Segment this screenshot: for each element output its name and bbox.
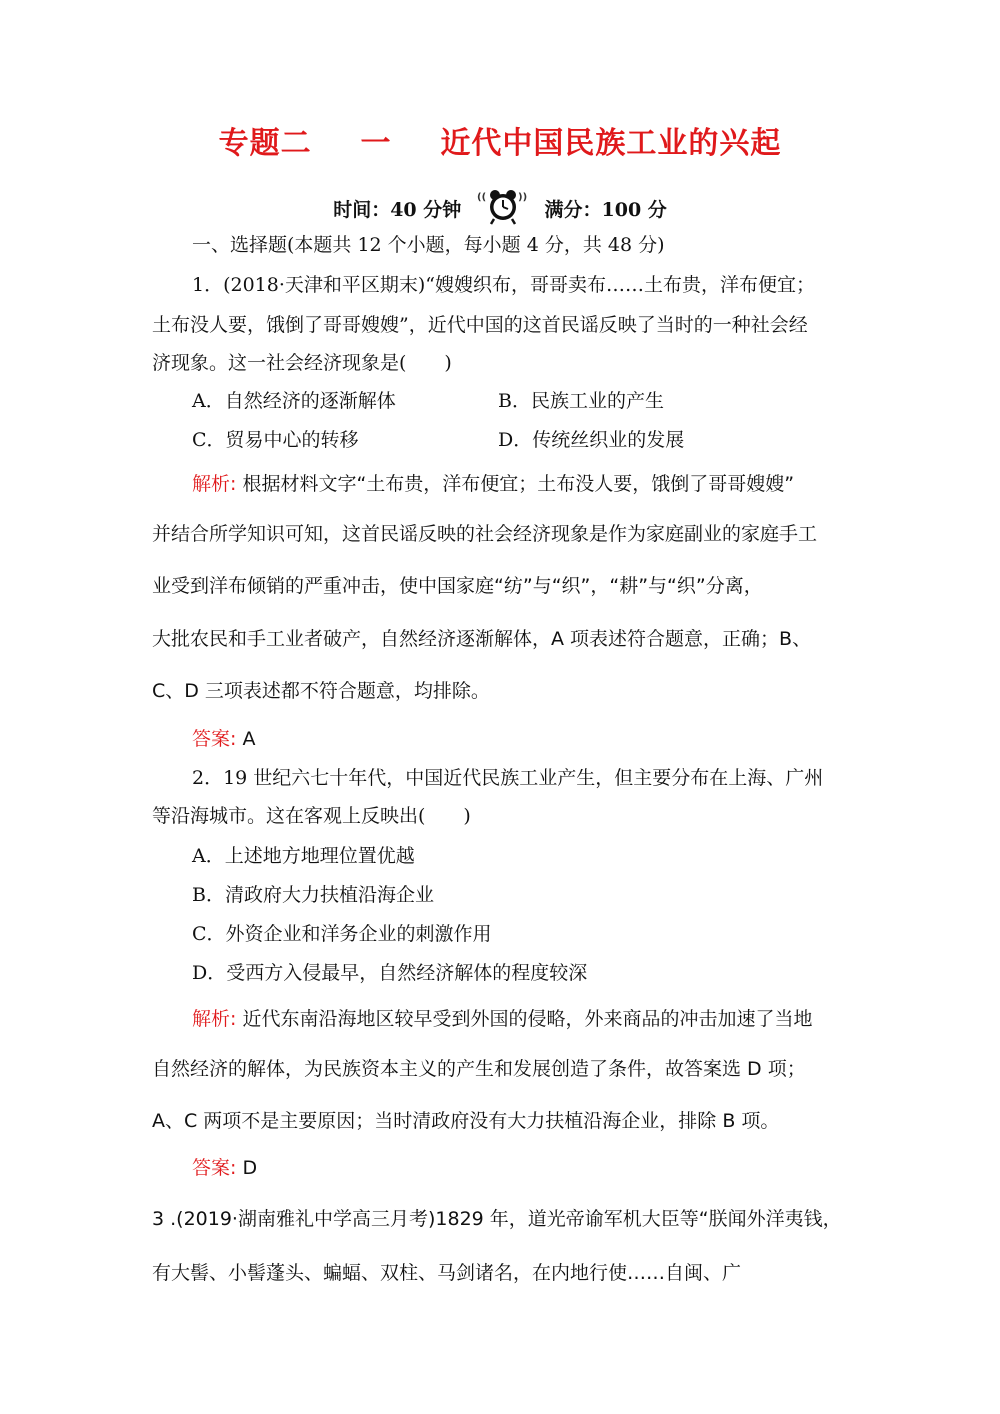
title-topic: 专题二 (218, 126, 312, 161)
answer-value: A (242, 728, 256, 750)
q2-stem-line1: 2．19 世纪六七十年代，中国近代民族工业产生，但主要分布在上海、广州 (192, 767, 824, 789)
section-heading: 一、选择题(本题共 12 个小题，每小题 4 分，共 48 分) (192, 234, 665, 256)
q1-analysis-line3: 业受到洋布倾销的严重冲击，使中国家庭“纺”与“织”，“耕”与“织”分离， (152, 575, 763, 597)
q1-stem-line3: 济现象。这一社会经济现象是( ) (152, 352, 452, 374)
q2-answer (192, 1157, 892, 1180)
time-limit: 时间：40 分钟 (333, 199, 462, 221)
q2-analysis-line3: A、C 两项不是主要原因；当时清政府没有大力扶植沿海企业，排除 B 项。 (152, 1110, 780, 1132)
analysis-text: 根据材料文字“土布贵，洋布便宜；土布没人要，饿倒了哥哥嫂嫂” (242, 473, 795, 495)
title-text: 近代中国民族工业的兴起 (440, 126, 782, 161)
q2-option-d: D．受西方入侵最早，自然经济解体的程度较深 (192, 962, 588, 984)
svg-text:((: (( (476, 192, 487, 203)
answer-label: 答案: (192, 1157, 237, 1179)
q1-analysis-line2: 并结合所学知识可知，这首民谣反映的社会经济现象是作为家庭副业的家庭手工 (152, 523, 818, 545)
q1-answer (192, 728, 892, 751)
q1-analysis-line4: 大批农民和手工业者破产，自然经济逐渐解体，A 项表述符合题意，正确；B、 (152, 628, 812, 650)
q1-option-b: B．民族工业的产生 (498, 390, 664, 412)
full-score: 满分：100 分 (544, 199, 667, 221)
q2-option-a: A．上述地方地理位置优越 (192, 845, 415, 867)
svg-text:)): )) (517, 192, 528, 203)
q2-stem-line2: 等沿海城市。这在客观上反映出( ) (152, 805, 471, 827)
q1-analysis-line5: C、D 三项表述都不符合题意，均排除。 (152, 680, 490, 702)
exam-meta (0, 186, 1000, 231)
analysis-label: 解析: (192, 473, 237, 495)
analysis-text: 近代东南沿海地区较早受到外国的侵略，外来商品的冲击加速了当地 (242, 1008, 813, 1030)
title-section: 一 (360, 126, 392, 161)
q2-analysis-line1 (192, 1008, 892, 1031)
answer-label: 答案: (192, 728, 237, 750)
q1-option-d: D．传统丝织业的发展 (498, 429, 685, 451)
q2-option-c: C．外资企业和洋务企业的刺激作用 (192, 923, 492, 945)
page-title (0, 118, 1000, 162)
q1-option-a: A．自然经济的逐渐解体 (192, 390, 396, 412)
q1-stem-line2: 土布没人要，饿倒了哥哥嫂嫂”，近代中国的这首民谣反映了当时的一种社会经 (152, 314, 808, 336)
q3-stem-line2: 有大髻、小髻蓬头、蝙蝠、双柱、马剑诸名，在内地行使……自闽、广 (152, 1262, 742, 1284)
q1-options-row1 (192, 390, 892, 413)
analysis-label: 解析: (192, 1008, 237, 1030)
q1-options-row2 (192, 429, 892, 452)
q2-analysis-line2: 自然经济的解体，为民族资本主义的产生和发展创造了条件，故答案选 D 项； (152, 1058, 806, 1080)
q1-analysis-line1 (192, 473, 892, 496)
q1-option-c: C．贸易中心的转移 (192, 429, 359, 451)
answer-value: D (242, 1157, 258, 1179)
q3-stem-line1: 3 .(2019·湖南雅礼中学高三月考)1829 年，道光帝谕军机大臣等“朕闻外洋夷钱， (152, 1208, 842, 1230)
q1-stem-line1: 1．(2018·天津和平区期末)“嫂嫂织布，哥哥卖布……土布贵，洋布便宜； (192, 274, 816, 296)
q2-option-b: B．清政府大力扶植沿海企业 (192, 884, 434, 906)
alarm-clock-icon (476, 186, 530, 231)
